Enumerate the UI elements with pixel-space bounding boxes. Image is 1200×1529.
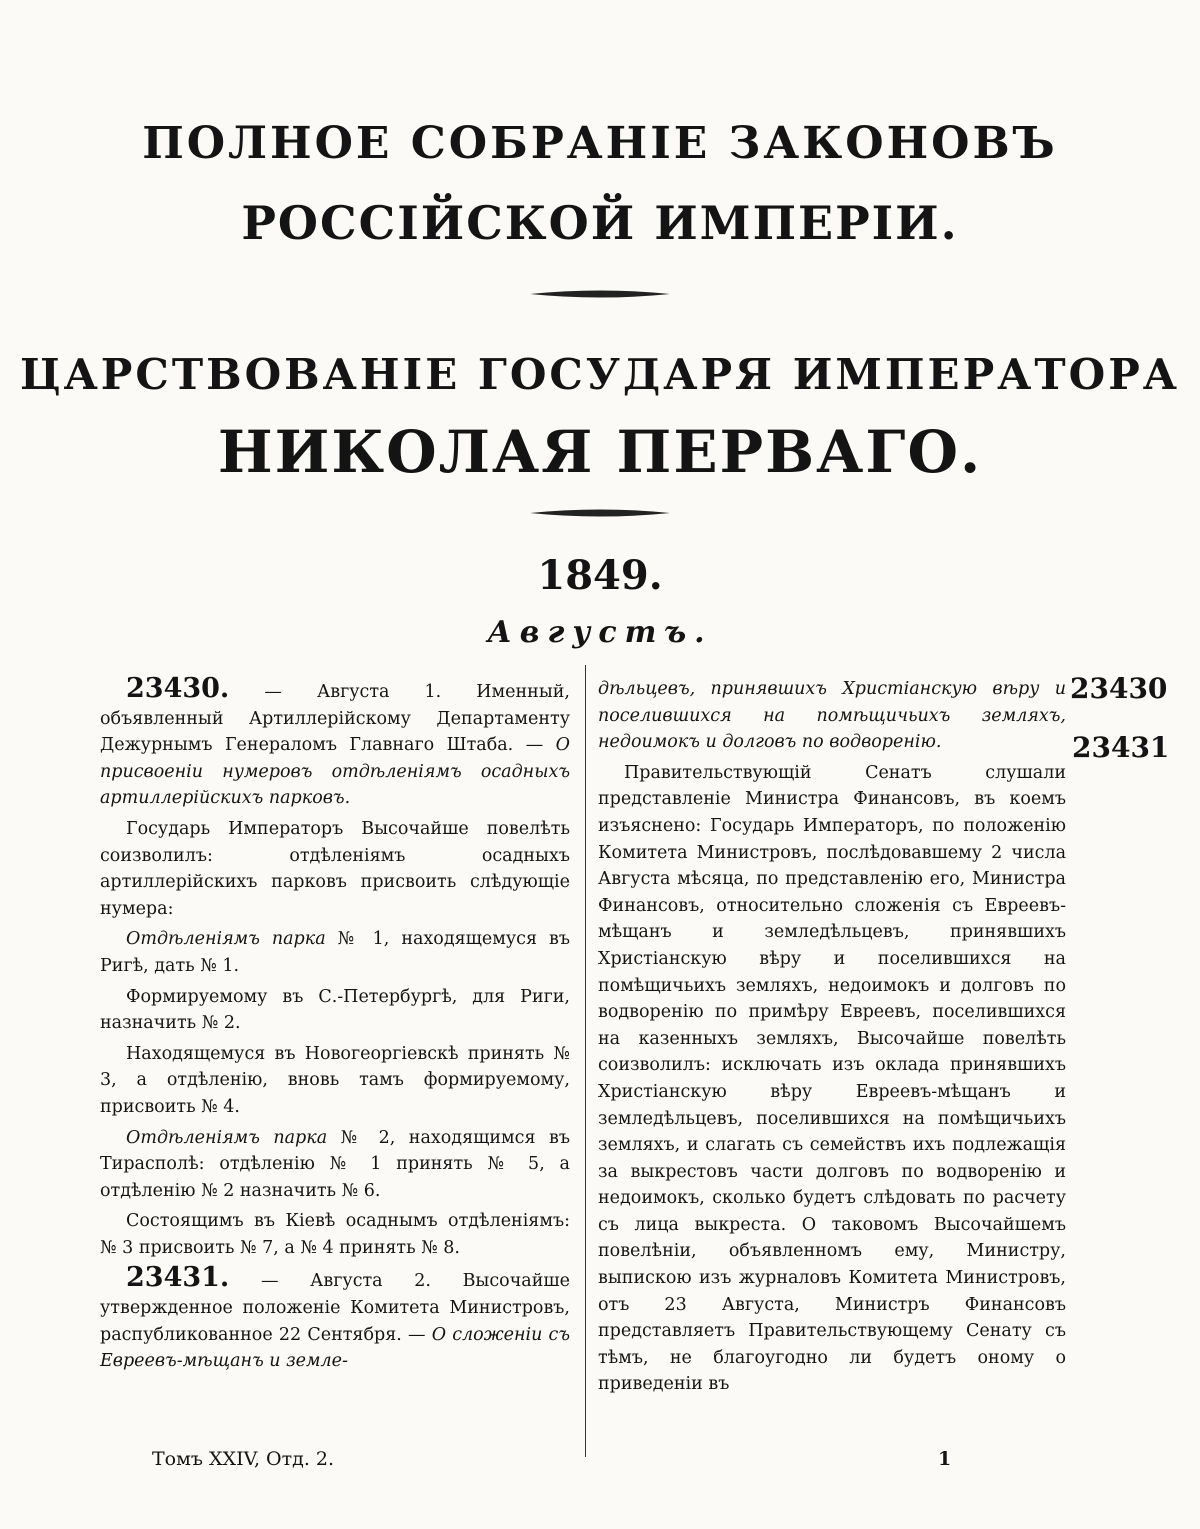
law-heading: — Августа 1. Именный, объявленный Артиллерійскому Департаменту Дежурнымъ Генераломъ Главнаго Штаба. — — [100, 682, 570, 756]
paragraph: Правительствующій Сенатъ слушали представленіе Министра Финансовъ, въ коемъ изъяснено: Государь Императоръ, по положенію Комитета Министровъ, послѣдовавшему 2 числа Августа мѣсяца, по представленію его, Министра Финансовъ, относительно сложенія съ Евреевъ-мѣщанъ и земледѣльцевъ, принявшихъ Христіанскую вѣру и поселившихся на помѣщичьихъ земляхъ, недоимокъ и долговъ по водворенію по примѣру Евреевъ, поселившихся на казенныхъ земляхъ, Высочайше повелѣть соизволилъ: исключать изъ оклада принявшихъ Христіанскую вѣру Евреевъ-мѣщанъ и земледѣльцевъ, поселившихся на помѣщичьихъ земляхъ, и слагать съ семействъ ихъ подлежащія за выкрестовъ части долговъ по водворенію и недоимокъ, сколько будетъ слѣдовать по расчету съ лица выкреста. О таковомъ Высочайшемъ повелѣніи, объявленномъ ему, Министру, выпискою изъ журналовъ Комитета Министровъ, отъ 23 Августа, Министръ Финансовъ представляетъ Правительствующему Сенату съ тѣмъ, не благоугодно ли будетъ оному о приведеніи въ — [598, 762, 1066, 1395]
law-heading: — Августа 2. Высочайше утвержденное положеніе Комитета Министровъ, распубликованное 22 Сентября. — — [100, 1271, 570, 1345]
left-column — [100, 673, 571, 1379]
law-title: О сложеніи съ Евреевъ-мѣщанъ и земле- — [100, 1324, 570, 1372]
italic-phrase: Отдѣленіямъ парка — [126, 1127, 328, 1148]
paragraph-text: № 2, находящимся въ Тирасполѣ: отдѣленію № 1 принять № 5, а отдѣленію № 2 назначить № 6. — [100, 1127, 570, 1201]
month-heading: Августъ. — [487, 615, 713, 650]
empire-title: РОССІЙСКОЙ ИМПЕРІИ. — [241, 196, 959, 250]
ornament-divider — [530, 506, 670, 520]
paragraph-text: № 1, находящемуся въ Ригѣ, дать № 1. — [100, 929, 571, 976]
collection-title: ПОЛНОЕ СОБРАНІЕ ЗАКОНОВЪ — [142, 118, 1058, 169]
emperor-name: НИКОЛАЯ ПЕРВАГО. — [217, 418, 983, 486]
margin-number: 23431 — [1072, 731, 1170, 764]
law-number: 23431. — [126, 1262, 230, 1294]
law-title-continued: дѣльцевъ, принявшихъ Христіанскую вѣру и поселившихся на помѣщичьихъ земляхъ, недоимокъ и долговъ по водворенію. — [598, 679, 1066, 753]
year-heading: 1849. — [537, 552, 663, 599]
law-number: 23430. — [126, 673, 230, 704]
paragraph: Формируемому въ С.-Петербургѣ, для Риги, назначить № 2. — [100, 986, 570, 1034]
volume-signature: Томъ XXIV, Отд. 2. — [152, 1448, 335, 1470]
italic-phrase: Отдѣленіямъ парка — [126, 929, 326, 950]
paragraph — [100, 1125, 570, 1205]
margin-number: 23430 — [1070, 672, 1168, 705]
ornament-divider — [530, 287, 670, 301]
law-title: О присвоеніи нумеровъ отдѣленіямъ осадныхъ артиллерійскихъ парковъ. — [100, 735, 570, 809]
paragraph — [100, 926, 570, 979]
page-number: 1 — [938, 1448, 952, 1470]
law-entry — [100, 1262, 570, 1374]
column-divider — [585, 665, 586, 1457]
paragraph: Государь Императоръ Высочайше повелѣть соизволилъ: отдѣленіямъ осадныхъ артиллерійскихъ парковъ присвоить слѣдующіе нумера: — [100, 818, 570, 919]
reign-title: ЦАРСТВОВАНІЕ ГОСУДАРЯ ИМПЕРАТОРА — [20, 350, 1180, 399]
right-column — [598, 676, 1066, 1402]
paragraph: Находящемуся въ Новогеоргіевскѣ принять № 3, а отдѣленію, вновь тамъ формируемому, присвоить № 4. — [100, 1043, 570, 1117]
paragraph: Состоящимъ въ Кіевѣ осаднымъ отдѣленіямъ: № 3 присвоить № 7, а № 4 принять № 8. — [100, 1211, 570, 1258]
law-entry — [100, 673, 570, 812]
